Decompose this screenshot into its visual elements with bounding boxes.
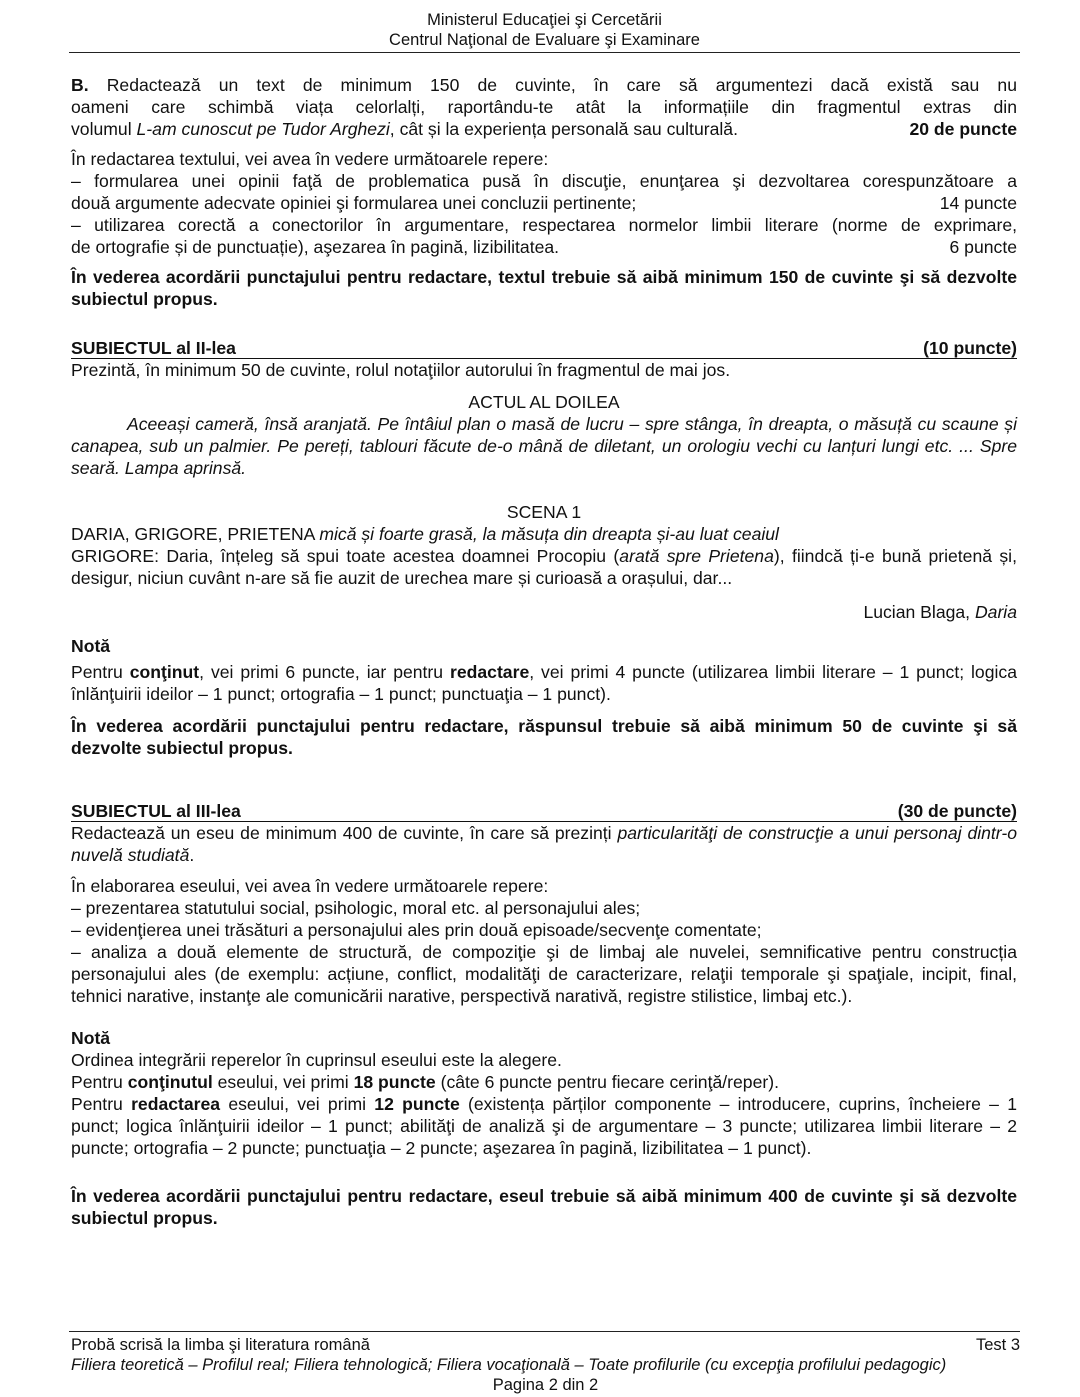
criterion-2-text: de ortografie și de punctuație), aşezarea în pagină, lizibilitatea. <box>71 237 560 257</box>
subject-2-heading <box>71 338 1017 359</box>
subject-3-task <box>71 822 1017 866</box>
content-text-2: eseului, vei primi <box>212 1072 354 1092</box>
footer-exam: Probă scrisă la limba şi literatura română <box>71 1336 370 1354</box>
center-name: Centrul Naţional de Evaluare şi Examinare <box>389 31 700 49</box>
subject-2-note-title: Notă <box>71 636 111 656</box>
redactare-points: 12 puncte <box>374 1094 460 1114</box>
subject-3-note-title: Notă <box>71 1028 111 1048</box>
subject-3-note-content <box>71 1071 1017 1093</box>
ministry-name: Ministerul Educaţiei şi Cercetării <box>427 11 662 29</box>
criterion-1-line-1: – formularea unei opinii faţă de problematica pusă în discuţie, enunţarea şi dezvoltarea corespunzătoare a <box>71 171 1017 191</box>
section-b-text-3-pre: volumul <box>71 119 137 139</box>
subject-2-bold-note: În vederea acordării punctajului pentru redactare, răspunsul trebuie să aibă minimum 50 de cuvinte şi să dezvolte subiectul propus. <box>71 716 1017 758</box>
characters-names: DARIA, GRIGORE, PRIETENA <box>71 524 320 544</box>
footer-divider <box>69 1331 1020 1332</box>
redactare-text-3: (existența părților componente – introducere, cuprins, încheiere – 1 punct; logica înlănţuirii ideilor – 1 punct; abilităţi de analiză şi de argumentare – 3 puncte; utilizarea limbii literare – 2 puncte; ortografia – 2 puncte; punctuaţia – 2 puncte; aşezarea în pagină, lizibilitatea – 1 punct). <box>71 1094 1017 1158</box>
subject-3-criterion-1: – prezentarea statutului social, psihologic, moral etc. al personajului ales; <box>71 898 641 918</box>
header-divider <box>69 52 1020 53</box>
subject-2-note <box>71 661 1017 705</box>
source-author: Lucian Blaga, <box>863 602 975 622</box>
subject-2-task: Prezintă, în minimum 50 de cuvinte, rolul notaţiilor autorului în fragmentul de mai jos. <box>71 360 731 380</box>
subject-3-title: SUBIECTUL al III-lea <box>71 801 241 821</box>
note-text-1: Pentru <box>71 662 130 682</box>
characters-direction: mică și foarte grasă, la măsuța din dreapta și-au luat ceaiul <box>319 524 779 544</box>
section-b-bold-note: În vederea acordării punctajului pentru redactare, textul trebuie să aibă minimum 150 de cuvinte şi să dezvolte subiectul propus. <box>71 267 1017 309</box>
content-points: 18 puncte <box>353 1072 436 1092</box>
subject-2-title: SUBIECTUL al II-lea <box>71 338 236 358</box>
section-b-line-2: oameni care schimbă viața celorlalți, raportându-te atât la informațiile din fragmentul extras din <box>71 97 1017 117</box>
act-title: ACTUL AL DOILEA <box>468 392 620 412</box>
footer-line-1 <box>71 1335 1020 1355</box>
section-b-text-3 <box>71 118 738 140</box>
page-header <box>69 10 1020 50</box>
subject-3-criterion-3: – analiza a două elemente de structură, de compoziţie şi de limbaj ale nuvelei, semnificative pentru construcția personajului ales (de exemplu: acțiune, conflict, modalităţi de caracterizare, relaţii temporale şi spaţiale, incipit, final, tehnici narative, instanţe ale comunicării narative, perspectivă narativă, registre stilistice, limbaj etc.). <box>71 942 1017 1006</box>
characters-line <box>71 523 1017 545</box>
redactare-text-1: Pentru <box>71 1094 132 1114</box>
section-b-text-3-post: , cât și la experiența personală sau culturală. <box>389 119 738 139</box>
subject-3-task-post: . <box>189 845 195 865</box>
footer-filiera: Filiera teoretică – Profilul real; Filiera tehnologică; Filiera vocaţională – Toate profilurile (cu excepţia profilului pedagogic) <box>71 1356 947 1374</box>
section-b-label: B. <box>71 75 89 95</box>
content-text-1: Pentru <box>71 1072 128 1092</box>
note-redactare-bold: redactare <box>450 662 530 682</box>
subject-2-points: (10 puncte) <box>923 338 1017 358</box>
subject-3-intro: În elaborarea eseului, vei avea în vedere următoarele repere: <box>71 876 549 896</box>
footer-page-number: Pagina 2 din 2 <box>492 1376 599 1394</box>
source-work: Daria <box>974 602 1017 622</box>
dialog-pre: GRIGORE: Daria, înțeleg să spui toate acestea doamnei Procopiu ( <box>71 546 620 566</box>
subject-3-criterion-2: – evidenţierea unei trăsături a personajului ales prin două episoade/secvenţe comentate; <box>71 920 762 940</box>
section-b-intro: În redactarea textului, vei avea în vedere următoarele repere: <box>71 149 549 169</box>
subject-3-heading <box>71 801 1017 822</box>
subject-3-task-pre: Redactează un eseu de minimum 400 de cuvinte, în care să prezinți <box>71 823 618 843</box>
section-b-text-1: Redactează un text de minimum 150 de cuvinte, în care să argumentezi dacă există sau nu <box>88 75 1017 95</box>
subject-3-task-italic: particularităţi de construcţie a unui personaj dintr-o nuvelă studiată <box>71 823 1017 865</box>
main-content <box>71 74 1017 1229</box>
page-footer <box>71 1335 1020 1395</box>
section-b-line-1 <box>71 74 1017 96</box>
note-text-3: , vei primi 4 puncte (utilizarea limbii literare – 1 punct; logica înlănţuirii ideilor – 1 punct; ortografia – 1 punct; punctuaţia – 1 punct). <box>71 662 1017 704</box>
note-content-bold: conţinut <box>129 662 200 682</box>
criterion-1-text: două argumente adecvate opiniei şi formularea unei concluzii pertinente; <box>71 193 637 213</box>
footer-test: Test 3 <box>975 1336 1020 1354</box>
scene-title: SCENA 1 <box>506 502 582 522</box>
section-b-line-3 <box>71 118 1017 140</box>
subject-3 <box>71 801 1017 1229</box>
subject-3-note-redactare <box>71 1093 1017 1159</box>
section-b-points: 20 de puncte <box>909 119 1017 139</box>
redactare-text-2: eseului, vei primi <box>220 1094 375 1114</box>
subject-3-points: (30 de puncte) <box>897 801 1017 821</box>
content-bold: conţinutul <box>127 1072 213 1092</box>
subject-3-note-order: Ordinea integrării reperelor în cuprinsul eseului este la alegere. <box>71 1050 562 1070</box>
content-text-3: (câte 6 puncte pentru fiecare cerinţă/reper). <box>435 1072 779 1092</box>
dialog-direction: arată spre Prietena <box>619 546 774 566</box>
criterion-2-points: 6 puncte <box>949 237 1017 257</box>
criterion-2-line-1: – utilizarea corectă a conectorilor în argumentare, respectarea normelor limbii literare (norme de exprimare, <box>71 215 1017 235</box>
redactare-bold: redactarea <box>131 1094 221 1114</box>
dialog-post: ), fiindcă ți-e bună prietenă și, desigur, niciun cuvânt n-are să fie auzit de urechea mare și curioasă a orașului, dar... <box>71 546 1017 588</box>
criterion-1-line-2 <box>71 192 1017 214</box>
criterion-1-points: 14 puncte <box>939 193 1017 213</box>
note-text-2: , vei primi 6 puncte, iar pentru <box>199 662 450 682</box>
volume-title: L-am cunoscut pe Tudor Arghezi <box>136 119 390 139</box>
source-citation <box>71 601 1017 623</box>
dialog-line <box>71 545 1017 589</box>
section-b <box>71 74 1017 310</box>
subject-3-bold-note: În vederea acordării punctajului pentru redactare, eseul trebuie să aibă minimum 400 de cuvinte şi să dezvolte subiectul propus. <box>71 1186 1017 1228</box>
stage-direction: Aceeași cameră, însă aranjată. Pe întâiul plan o masă de lucru – spre stânga, în dreapta, o măsuță cu scaune și canapea, sub un palmier. Pe pereți, tablouri făcute de-o mână de diletant, un orologiu vechi cu lanțuri lungi etc. ... Spre seară. Lampa aprinsă. <box>71 414 1017 478</box>
criterion-2-line-2 <box>71 236 1017 258</box>
subject-2 <box>71 338 1017 759</box>
